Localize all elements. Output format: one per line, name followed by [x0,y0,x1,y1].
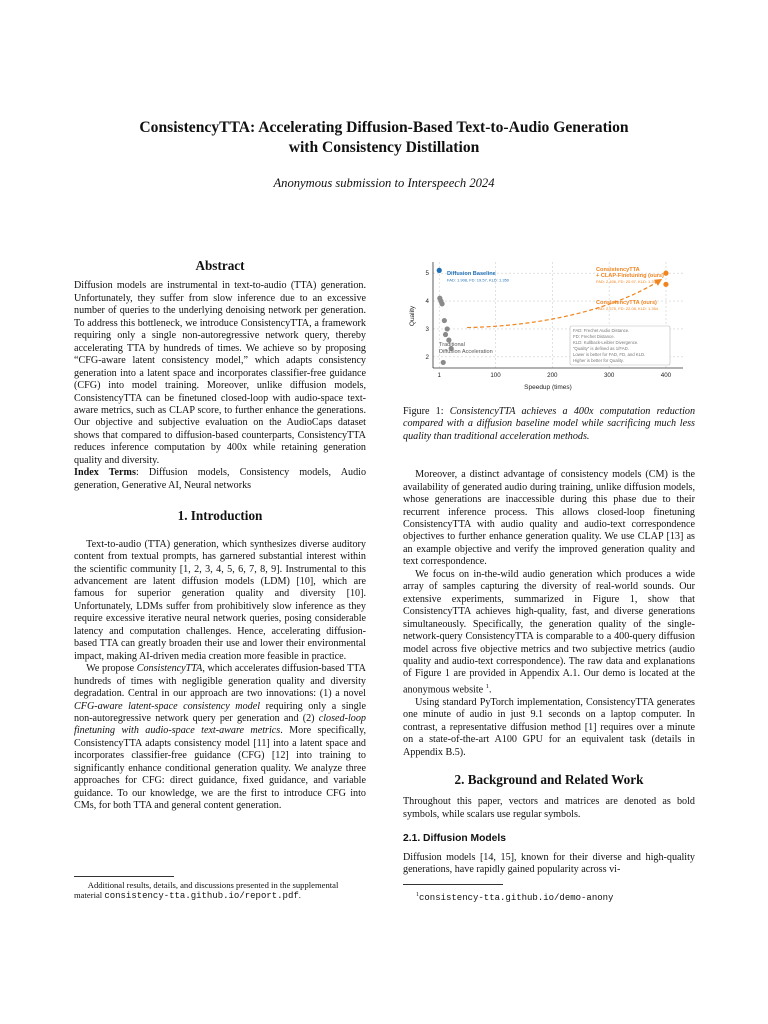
data-point [445,326,450,331]
intro-paragraph-1: Text-to-audio (TTA) generation, which synthesizes diverse auditory content from textual prompts, has garnered substantial interest within the scientific community [1, 2, 3, 4, 5, 6, 7, 8, 9]. Instrumental to this advancement are latent diffusion models (LDM) [10], which are famous for superior generation quality and diversity [10]. Unfortunately, LDMs suffer from prohibitively slow inference as they require excessive iterative neural network queries, posing considerable latency and computation challenges. Hence, accelerating diffusion-based TTA can greatly broaden their use and lower their environmental impact, making AI-driven media creation more feasible in practice. [74,538,366,662]
baseline-label: Diffusion Baseline [447,271,496,277]
footnote-rule-right [403,884,503,885]
background-heading: 2. Background and Related Work [454,772,644,788]
abstract-text: Diffusion models are instrumental in text-to-audio (TTA) generation. Unfortunately, they suffer from slow inference due to an excessive number of queries to the underlying denoising network per generation. To address this bottleneck, we introduce ConsistencyTTA, a framework requiring only a single non-autoregressive network query, thereby accelerating TTA by hundreds of times. We achieve so by proposing “CFG-aware latent consistency model,” which adapts consistency generation into a latent space and incorporates classifier-free guidance (CFG) into model training. Moreover, unlike diffusion models, ConsistencyTTA can be finetuned closed-loop with audio-space text-aware metrics, such as CLAP score, to further enhance the generations. Our objective and subjective evaluation on the AudioCaps dataset shows that compared to diffusion-based counterparts, ConsistencyTTA reduces inference computation by 400x while retaining generation quality and diversity. [74,280,366,466]
figure-1-chart [403,256,695,398]
footnote-left-end: . [298,890,301,901]
y-tick-label: 5 [425,270,429,278]
index-terms-label: Index Terms [74,467,136,479]
chart-xlabel: Speedup (times) [524,384,572,391]
title-line-1: ConsistencyTTA: Accelerating Diffusion-Based Text-to-Audio Generation [139,119,629,136]
index-terms [74,467,366,492]
chart-ylabel: Quality [409,305,416,327]
intro-p2-e: requiring only a single non-autoregressive network query per generation and (2) [74,700,366,724]
clap-label-2: + CLAP-Finetuning (ours) [596,273,664,279]
legend-line: FD: Frechet Distance. [573,334,615,339]
intro-p2-d: CFG-aware latent-space consistency model [74,700,261,712]
abstract-heading: Abstract [195,258,245,273]
paper-subtitle: Anonymous submission to Interspeech 2024 [273,176,495,190]
figure-1-caption [403,406,695,443]
footnote-right [416,890,696,903]
x-tick-label: 300 [603,372,615,379]
right-paragraph-1: Moreover, a distinct advantage of consistency models (CM) is the availability of generated audio during training, unlike diffusion models, whose generations are inaccessible during this phase due to their recurrent inference process. This allows closed-loop finetuning ConsistencyTTA with audio quality and audio-text correspondence objectives to further enhance generation quality. We use CLAP [13] as an example objective and verify the improved generation quality and text correspondence. [403,469,695,568]
right-p2-end: . [488,684,492,696]
data-point [439,301,444,306]
footnote-rule-left [74,876,174,877]
ctta-metrics: FAD: 2.575, FD: 22.08, KLD: 1.354 [596,306,659,311]
data-point [663,282,668,287]
intro-heading: 1. Introduction [177,508,263,524]
x-tick-label: 1 [437,372,441,379]
intro-paragraph-2 [74,663,366,812]
data-point [441,360,446,365]
right-paragraph-3: Using standard PyTorch implementation, ConsistencyTTA generates one minute of audio in just 9.1 seconds on a laptop computer. In contrast, a representative diffusion method [1] requires over a minute on a state-of-the-art A100 GPU for an equivalent task (details in Appendix B.5). [403,696,695,758]
footnote-right-url[interactable]: consistency-tta.github.io/demo-anony [419,892,614,903]
footnote-right-num: 1 [416,892,419,898]
paper-title [40,118,728,158]
right-column [403,406,695,877]
right-paragraph-2 [403,569,695,697]
legend-line: Higher is better for Quality. [573,358,624,363]
data-point [442,318,447,323]
figure-caption-label: Figure 1: [403,406,450,417]
ctta-label: ConsistencyTTA (ours) [596,300,657,306]
data-point [437,268,442,273]
y-tick-label: 2 [425,353,429,361]
footnote-left [74,880,366,902]
y-tick-label: 4 [425,298,429,306]
intro-p2-g: . More specifically, ConsistencyTTA adapts consistency model [11] into a latent space and incorporates classifier-free guidance (CFG) [12] into training to significantly enhance conditional generation quality. We analyze three approaches for CFG: direct guidance, fixed guidance, and variable guidance. To our knowledge, we are the first to introduce CFG into CMs, for both TTA and general content generation. [74,725,367,812]
clap-metrics: FAD: 2.406, FD: 20.97, KLD: 1.358 [596,279,659,284]
title-line-2: with Consistency Distillation [288,139,480,156]
footnote-marker[interactable]: 1 [485,682,489,690]
legend-line: “Quality” is defined as 1/FAD. [573,346,629,351]
intro-p2-c: , which accelerates diffusion-based TTA hundreds of times with negligible generation quality and diversity degradation. Central in our approach are two innovations: (1) a novel [74,663,366,700]
figure-caption-text: ConsistencyTTA achieves a 400x computation reduction compared with a diffusion baseline model while sacrificing much less quality than traditional acceleration methods. [403,406,696,442]
data-point [443,332,448,337]
legend-line: Lower is better for FAD, FD, and KLD. [573,352,646,357]
diffusion-models-heading: 2.1. Diffusion Models [403,833,506,845]
x-tick-label: 200 [547,372,558,379]
y-tick-label: 3 [425,325,429,333]
baseline-metrics: FAD: 1.908, FD: 19.57, KLD: 1.350 [447,277,510,283]
intro-p2-a: We propose [86,663,137,675]
trad-label-1: Traditional [439,342,465,348]
data-point [663,271,668,276]
index-terms-text: : Diffusion models, Consistency models, Audio generation, Generative AI, Neural networks [74,467,367,491]
intro-p2-b: ConsistencyTTA [136,663,203,675]
clap-label-1: ConsistencyTTA [596,267,640,273]
legend-line: KLD: Kullback-Leibler Divergence. [573,340,639,345]
diffusion-models-paragraph: Diffusion models [14, 15], known for their diverse and high-quality generations, have rapidly gained popularity across vi- [403,851,695,876]
background-paragraph-1: Throughout this paper, vectors and matrices are denoted as bold symbols, while scalars use regular symbols. [403,796,695,820]
intro-p2-f: closed-loop finetuning with audio-space text-aware metrics [74,712,366,737]
footnote-left-url[interactable]: consistency-tta.github.io/report.pdf [104,891,299,902]
right-p2-text: We focus on in-the-wild audio generation which produces a wide array of samples capturing the diversity of real-world sounds. Our extensive experiments, summarized in Figure 1, show that ConsistencyTTA achieves high-quality, fast, and diverse generations simultaneously. Specifically, the generation quality of the single-network-query ConsistencyTTA is comparable to a 400-query diffusion model across five objective metrics and two subjective metrics (audio quality and audio-text correspondence). The raw data and explanations of Figure 1 are provided in Appendix A.1. Our demo is located at the anonymous website [403,568,695,696]
x-tick-label: 100 [490,372,501,379]
x-tick-label: 400 [660,372,672,379]
trad-label-2: Diffusion Acceleration [439,349,493,355]
legend-line: FAD: Frechet Audio Distance. [573,328,630,333]
figure-1-svg [403,256,695,398]
left-column [74,260,366,813]
footnote-left-text: Additional results, details, and discussions presented in the supplemental material [74,880,339,901]
